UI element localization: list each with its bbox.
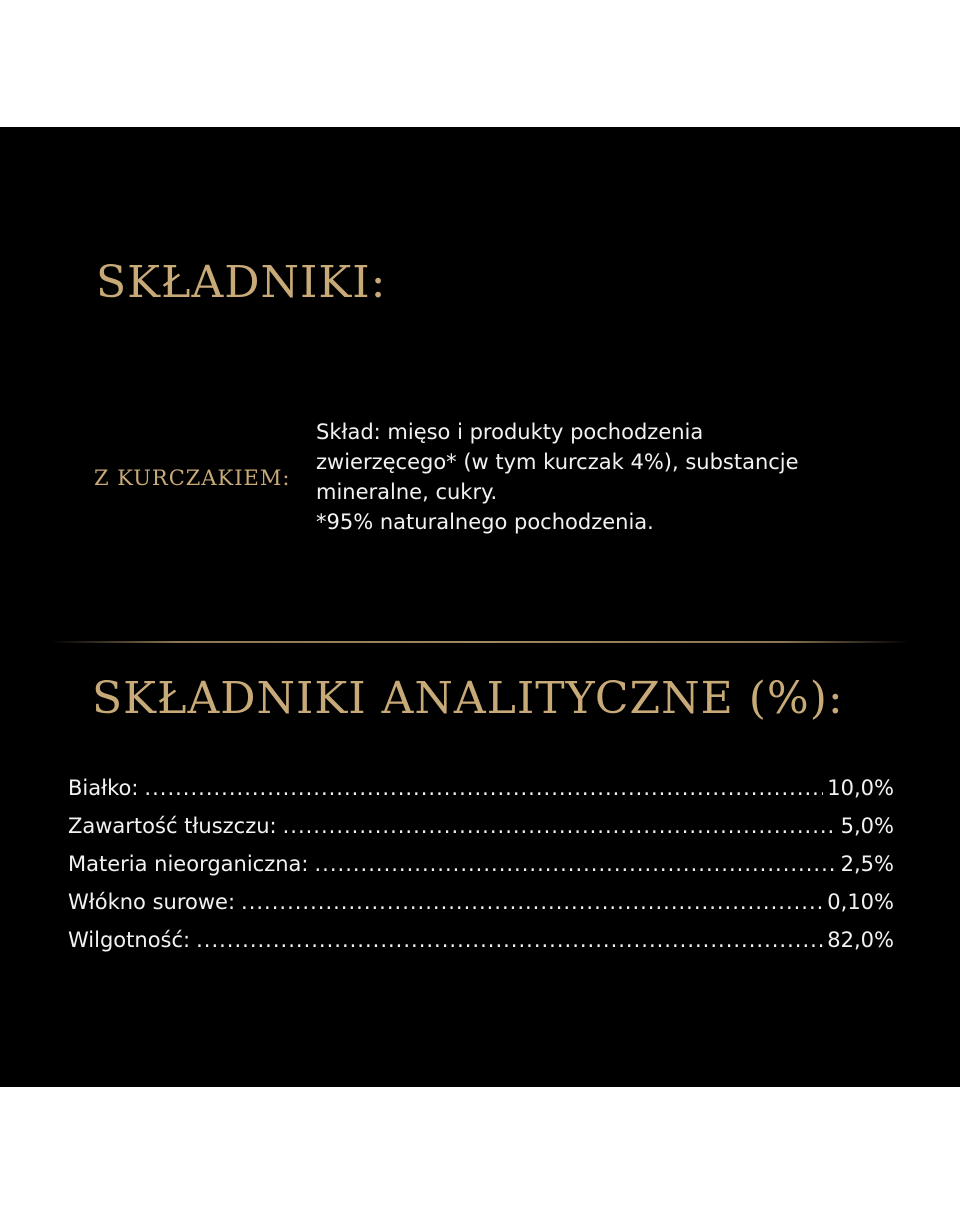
analysis-row-value: 2,5% — [840, 852, 894, 876]
composition-line: *95% naturalnego pochodzenia. — [316, 510, 654, 534]
analysis-row-name: Materia nieorganiczna: — [68, 852, 309, 876]
analysis-row-name: Włókno surowe: — [68, 890, 236, 914]
composition-line: mineralne, cukry. — [316, 480, 498, 504]
composition-line: zwierzęcego* (w tym kurczak 4%), substancje — [316, 450, 799, 474]
analysis-row-value: 0,10% — [827, 890, 894, 914]
dot-leader — [315, 845, 837, 883]
analysis-row — [68, 845, 894, 883]
ingredients-title: SKŁADNIKI: — [96, 257, 387, 308]
analysis-table — [68, 769, 894, 959]
dot-leader — [283, 807, 837, 845]
analysis-row-value: 82,0% — [827, 928, 894, 952]
analysis-row-value: 10,0% — [827, 776, 894, 800]
analysis-row-name: Wilgotność: — [68, 928, 191, 952]
analysis-row — [68, 921, 894, 959]
variant-label: Z KURCZAKIEM: — [94, 466, 291, 490]
analysis-title: SKŁADNIKI ANALITYCZNE (%): — [92, 673, 844, 724]
dot-leader — [241, 883, 823, 921]
analysis-row-name: Zawartość tłuszczu: — [68, 814, 277, 838]
ingredients-panel — [0, 127, 960, 1087]
composition-line: Skład: mięso i produkty pochodzenia — [316, 420, 704, 444]
analysis-row-value: 5,0% — [840, 814, 894, 838]
analysis-row-name: Białko: — [68, 776, 139, 800]
dot-leader — [196, 921, 823, 959]
analysis-row — [68, 807, 894, 845]
analysis-row — [68, 883, 894, 921]
analysis-row — [68, 769, 894, 807]
section-divider — [50, 641, 910, 643]
composition-text — [316, 417, 916, 537]
dot-leader — [144, 769, 823, 807]
